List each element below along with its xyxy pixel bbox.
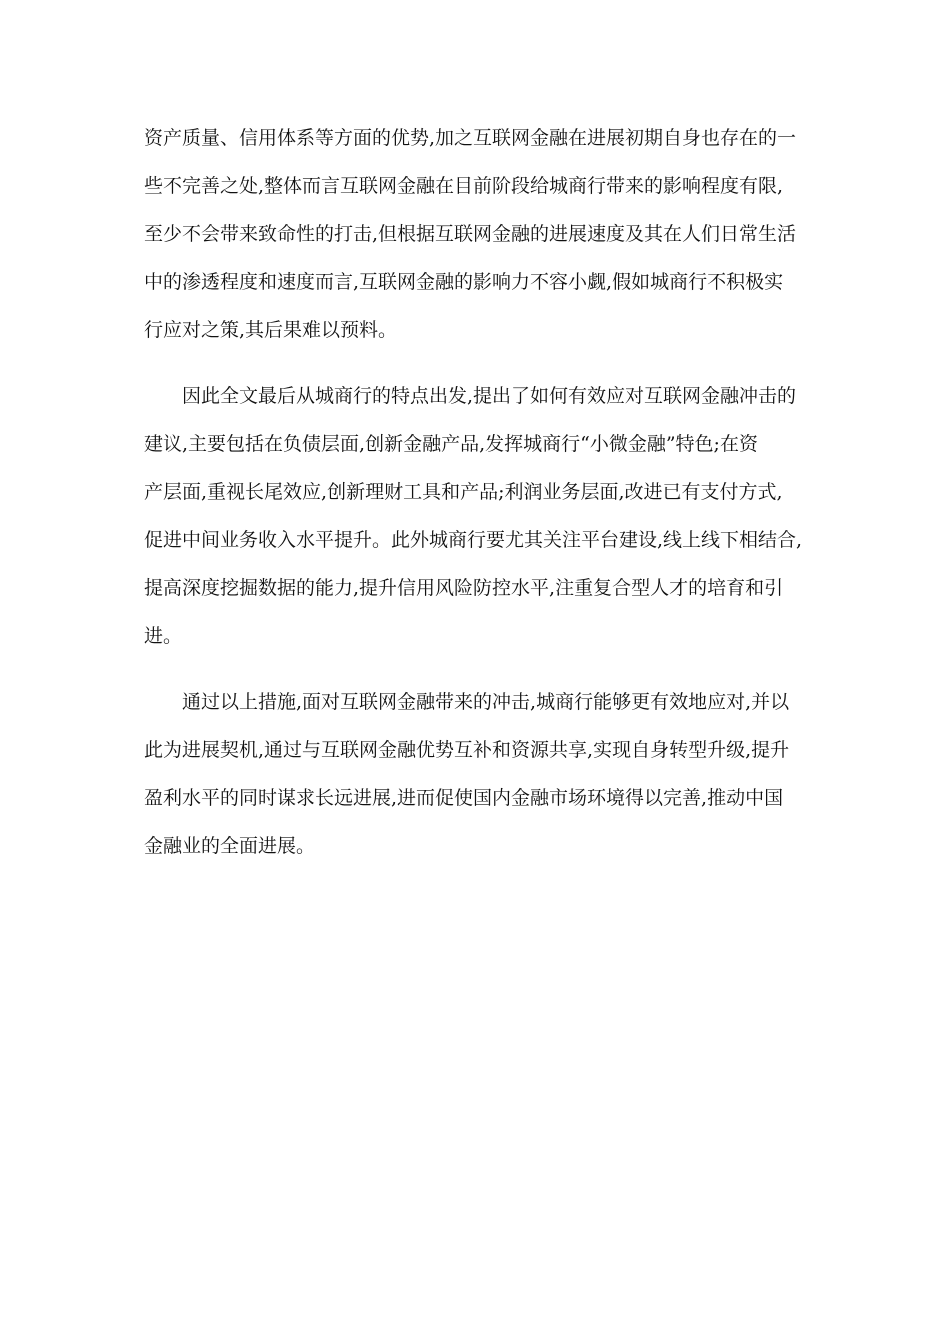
paragraph-1 [144, 114, 824, 354]
paragraph-line: 盈利水平的同时谋求长远进展,进而促使国内金融市场环境得以完善,推动中国 [144, 787, 784, 809]
paragraph-2 [144, 372, 824, 660]
paragraph-line: 行应对之策,其后果难以预料。 [144, 319, 398, 341]
paragraph-line: 提高深度挖掘数据的能力,提升信用风险防控水平,注重复合型人才的培育和引 [144, 577, 784, 599]
paragraph-line: 促进中间业务收入水平提升。此外城商行要尤其关注平台建设,线上线下相结合, [144, 529, 803, 551]
paragraph-line: 进。 [144, 625, 183, 647]
paragraph-line: 金融业的全面进展。 [144, 835, 316, 857]
paragraph-line: 中的渗透程度和速度而言,互联网金融的影响力不容小觑,假如城商行不积极实 [144, 271, 784, 293]
paragraph-line: 资产质量、信用体系等方面的优势,加之互联网金融在进展初期自身也存在的一 [144, 127, 797, 149]
paragraph-line: 此为进展契机,通过与互联网金融优势互补和资源共享,实现自身转型升级,提升 [144, 739, 790, 761]
paragraph-line: 因此全文最后从城商行的特点出发,提出了如何有效应对互联网金融冲击的 [182, 385, 797, 407]
paragraph-line: 产层面,重视长尾效应,创新理财工具和产品;利润业务层面,改进已有支付方式, [144, 481, 783, 503]
paragraph-line: 建议,主要包括在负债层面,创新金融产品,发挥城商行“小微金融”特色;在资 [144, 433, 758, 455]
paragraph-line: 些不完善之处,整体而言互联网金融在目前阶段给城商行带来的影响程度有限, [144, 175, 784, 197]
paragraph-line: 至少不会带来致命性的打击,但根据互联网金融的进展速度及其在人们日常生活 [144, 223, 797, 245]
paragraph-3 [144, 678, 824, 870]
document-body [144, 114, 824, 870]
paragraph-spacer [144, 660, 824, 678]
paragraph-spacer [144, 354, 824, 372]
paragraph-line: 通过以上措施,面对互联网金融带来的冲击,城商行能够更有效地应对,并以 [182, 691, 790, 713]
